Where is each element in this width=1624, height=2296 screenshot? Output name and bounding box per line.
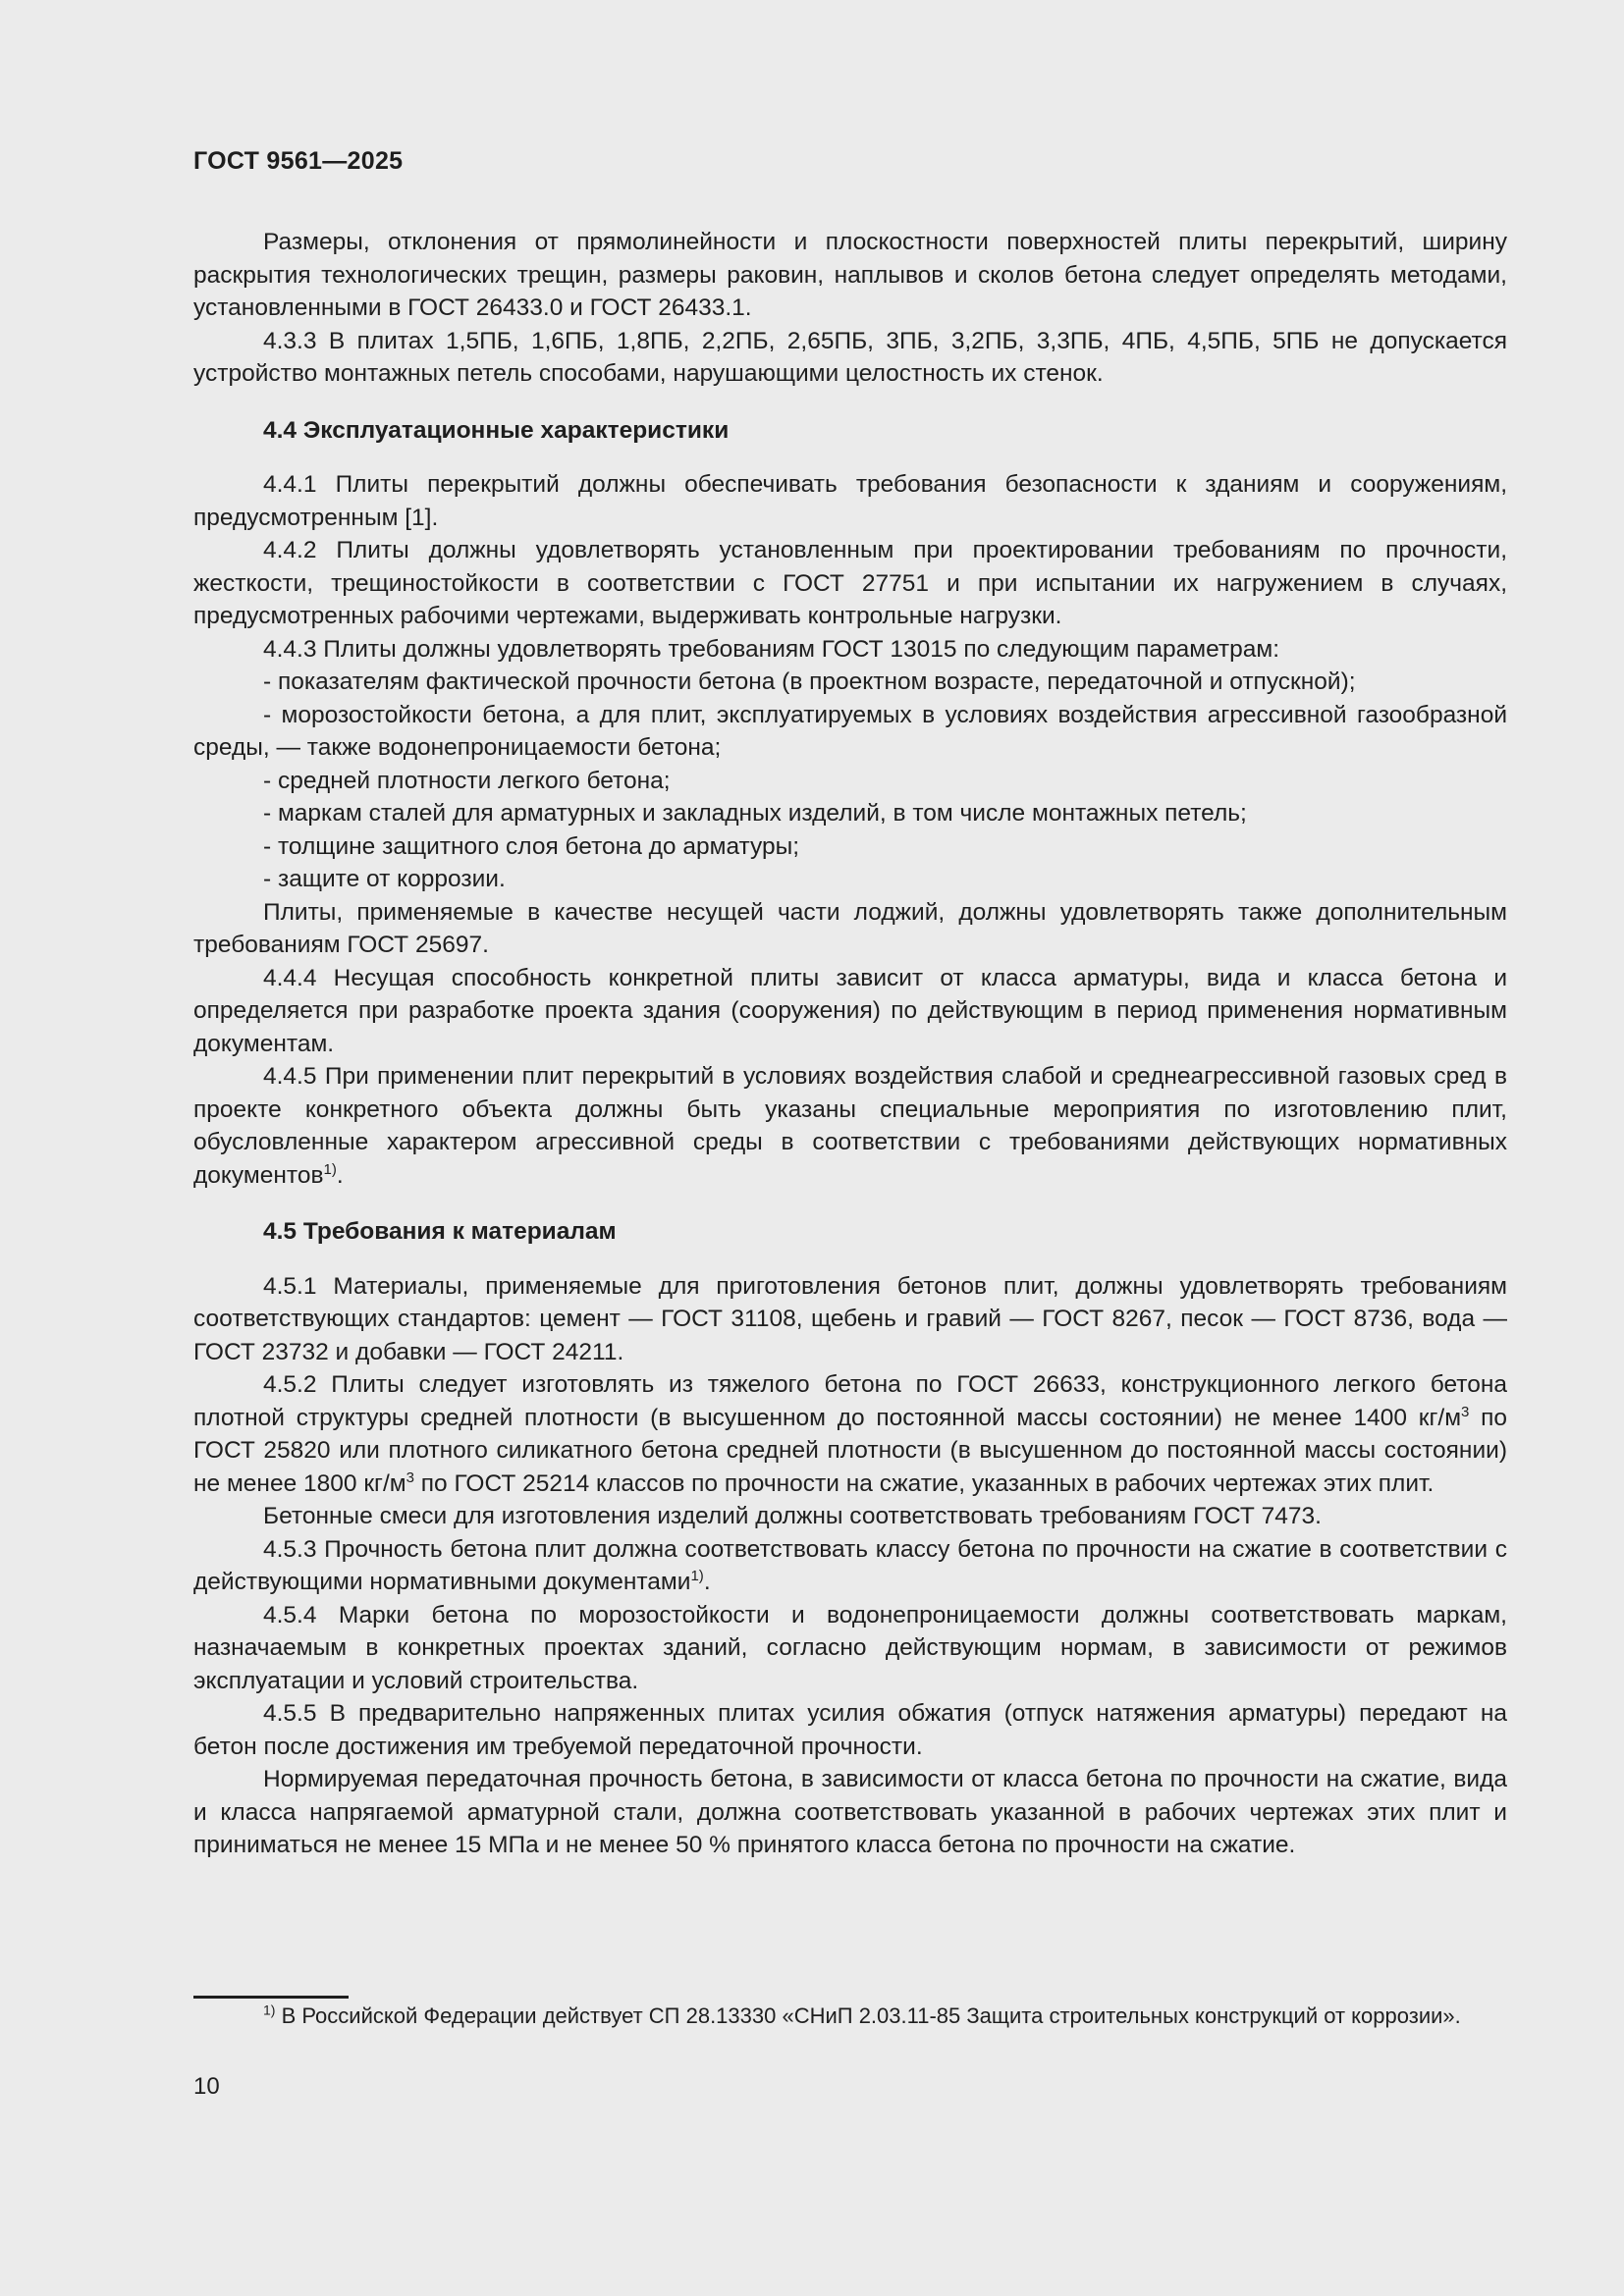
paragraph — [193, 534, 1507, 633]
list-item — [193, 765, 1507, 798]
paragraph-text: - маркам сталей для арматурных и закладных изделий, в том числе монтажных петель; — [263, 800, 1247, 827]
list-item — [193, 666, 1507, 699]
paragraph-text: 4.5.2 Плиты следует изготовлять из тяжелого бетона по ГОСТ 26633, конструкционного легкого бетона плотной структуры средней плотности (в высушенном до постоянной массы состоянии) не менее 1400 кг/м — [193, 1371, 1507, 1431]
section-heading — [193, 414, 1507, 448]
paragraph-text: 4.5.4 Марки бетона по морозостойкости и водонепроницаемости должны соответствовать маркам, назначаемым в конкретных проектах зданий, согласно действующим нормам, в зависимости от режимов эксплуатации и условий строительства. — [193, 1601, 1507, 1694]
paragraph-text: 4.3.3 В плитах 1,5ПБ, 1,6ПБ, 1,8ПБ, 2,2ПБ, 2,65ПБ, 3ПБ, 3,2ПБ, 3,3ПБ, 4ПБ, 4,5ПБ, 5ПБ не допускается устройство монтажных петель способами, нарушающими целостность их стенок. — [193, 327, 1507, 387]
paragraph — [193, 1697, 1507, 1763]
section-heading — [193, 1215, 1507, 1249]
paragraph-text: - показателям фактической прочности бетона (в проектном возрасте, передаточной и отпускной); — [263, 668, 1356, 695]
paragraph-text: 4.4.3 Плиты должны удовлетворять требованиям ГОСТ 13015 по следующим параметрам: — [263, 635, 1280, 663]
paragraph-text: Плиты, применяемые в качестве несущей части лоджий, должны удовлетворять также дополнительным требованиям ГОСТ 25697. — [193, 898, 1507, 958]
paragraph — [193, 896, 1507, 962]
footnote — [193, 2001, 1507, 2032]
paragraph-text: - морозостойкости бетона, а для плит, эксплуатируемых в условиях воздействия агрессивной газообразной среды, — также водонепроницаемости бетона; — [193, 701, 1507, 761]
paragraph — [193, 325, 1507, 391]
list-item — [193, 863, 1507, 896]
list-item — [193, 830, 1507, 864]
list-item — [193, 699, 1507, 765]
paragraph-text: 4.4 Эксплуатационные характеристики — [263, 416, 730, 444]
paragraph-text: Размеры, отклонения от прямолинейности и плоскостности поверхностей плиты перекрытий, ширину раскрытия технологических трещин, размеры раковин, наплывов и сколов бетона следует определять методами, установленными в ГОСТ 26433.0 и ГОСТ 26433.1. — [193, 229, 1507, 321]
paragraph — [193, 226, 1507, 325]
paragraph-text: 4.4.1 Плиты перекрытий должны обеспечивать требования безопасности к зданиям и сооружениям, предусмотренным [1]. — [193, 471, 1507, 531]
paragraph-text: 4.5.1 Материалы, применяемые для приготовления бетонов плит, должны удовлетворять требованиям соответствующих стандартов: цемент — ГОСТ 31108, щебень и гравий — ГОСТ 8267, песок — ГОСТ 8736, вода — ГОСТ 23732 и добавки — ГОСТ 24211. — [193, 1272, 1507, 1365]
paragraph-text: 4.4.5 При применении плит перекрытий в условиях воздействия слабой и среднеагрессивной газовых сред в проекте конкретного объекта должны быть указаны специальные мероприятия по изготовлению плит, обусловленные характером агрессивной среды в соответствии с требованиями действующих нормативных документов — [193, 1063, 1507, 1189]
page-number: 10 — [193, 2073, 220, 2100]
paragraph-text: 4.5.3 Прочность бетона плит должна соответствовать классу бетона по прочности на сжатие в соответствии с действующими нормативными документами — [193, 1535, 1507, 1595]
paragraph — [193, 962, 1507, 1061]
paragraph-text: - толщине защитного слоя бетона до арматуры; — [263, 832, 800, 860]
paragraph-text: 4.4.2 Плиты должны удовлетворять установленным при проектировании требованиям по прочности, жесткости, трещиностойкости в соответствии с ГОСТ 27751 и при испытании их нагружением в случаях, предусмотренных рабочими чертежами, выдерживать контрольные нагрузки. — [193, 537, 1507, 629]
footnote-text: В Российской Федерации действует СП 28.13330 «СНиП 2.03.11-85 Защита строительных конструкций от коррозии». — [275, 2003, 1461, 2028]
paragraph-text: 4.5.5 В предварительно напряженных плитах усилия обжатия (отпуск натяжения арматуры) передают на бетон после достижения им требуемой передаточной прочности. — [193, 1700, 1507, 1760]
paragraph-text: - защите от коррозии. — [263, 866, 506, 892]
paragraph — [193, 1060, 1507, 1192]
list-item — [193, 797, 1507, 830]
superscript: 1) — [323, 1160, 337, 1178]
footnote-mark: 1) — [263, 2002, 276, 2018]
document-body — [193, 226, 1507, 1862]
paragraph-text: Бетонные смеси для изготовления изделий должны соответствовать требованиям ГОСТ 7473. — [263, 1503, 1322, 1529]
paragraph-text: - средней плотности легкого бетона; — [263, 767, 671, 794]
superscript: 3 — [1461, 1403, 1470, 1420]
paragraph-text: 4.5 Требования к материалам — [263, 1218, 617, 1245]
paragraph-text-cont: по ГОСТ 25214 классов по прочности на сжатие, указанных в рабочих чертежах этих плит. — [413, 1469, 1435, 1497]
paragraph — [193, 1368, 1507, 1500]
paragraph-text-cont: по ГОСТ 25820 или плотного силикатного бетона средней плотности (в высушенном до постоянной массы состоянии) не менее 1800 кг/м — [193, 1404, 1507, 1497]
footnote-separator — [193, 1996, 349, 1999]
paragraph — [193, 1763, 1507, 1862]
superscript: 3 — [406, 1468, 414, 1486]
paragraph-text: 4.4.4 Несущая способность конкретной плиты зависит от класса арматуры, вида и класса бетона и определяется при разработке проекта здания (сооружения) по действующим в период применения нормативным документам. — [193, 964, 1507, 1057]
document-header: ГОСТ 9561—2025 — [193, 147, 404, 175]
paragraph — [193, 1270, 1507, 1369]
paragraph-text-cont: . — [336, 1161, 344, 1189]
paragraph-text: Нормируемая передаточная прочность бетона, в зависимости от класса бетона по прочности на сжатие, вида и класса напрягаемой арматурной стали, должна соответствовать указанной в рабочих чертежах этих плит и приниматься не менее 15 МПа и не менее 50 % принятого класса бетона по прочности на сжатие. — [193, 1766, 1507, 1858]
superscript: 1) — [690, 1567, 704, 1584]
paragraph — [193, 1533, 1507, 1599]
paragraph — [193, 468, 1507, 534]
paragraph — [193, 633, 1507, 667]
paragraph-text-cont: . — [703, 1569, 711, 1595]
paragraph — [193, 1500, 1507, 1533]
paragraph — [193, 1599, 1507, 1698]
